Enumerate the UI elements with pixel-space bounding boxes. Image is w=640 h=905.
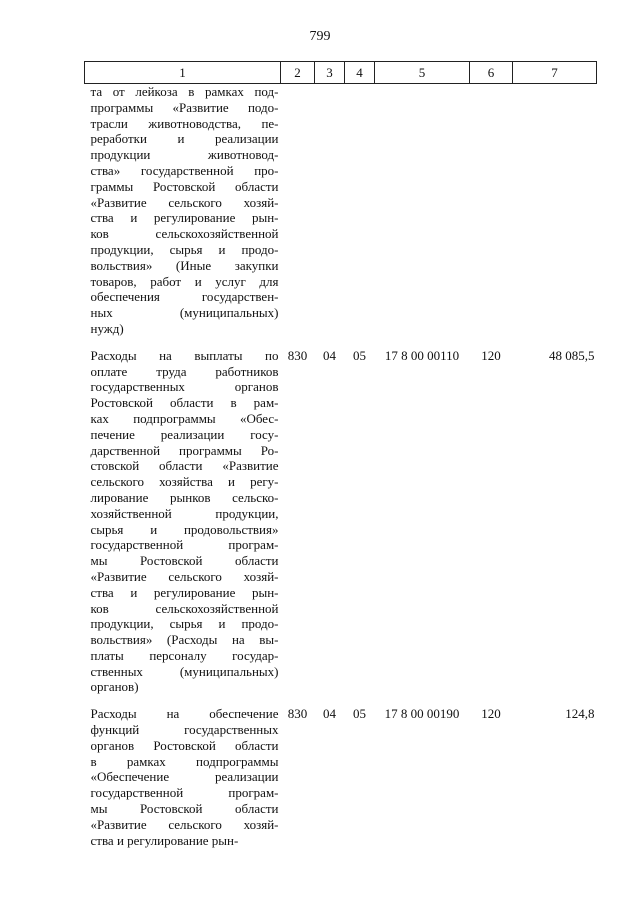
description-line: вольствия» (Расходы на вы-	[90, 632, 279, 648]
cell-section	[315, 84, 345, 337]
description-line: органов)	[90, 679, 139, 695]
cell-ministry: 830	[287, 347, 308, 363]
column-header-ministry: 2	[281, 62, 315, 84]
cell-amount: 48 085,5	[549, 347, 595, 363]
description-line: государственной програм-	[90, 537, 279, 553]
table-row	[85, 695, 597, 848]
description-line: государственных органов	[90, 379, 279, 395]
description-line: органов Ростовской области	[90, 737, 279, 753]
description-line: лирование рынков сельско-	[90, 489, 279, 505]
column-header-description: 1	[85, 62, 281, 84]
description-line: ных (муниципальных)	[90, 305, 279, 321]
description-line: товаров, работ и услуг для	[90, 273, 279, 289]
description-line: ства и регулирование рын-	[90, 584, 279, 600]
cell-target: 17 8 00 00110	[384, 347, 460, 363]
description-line: сельского хозяйства и регу-	[90, 474, 279, 490]
description-line: в рамках подпрограммы	[90, 753, 279, 769]
cell-subsection: 05	[353, 347, 366, 363]
description-line: «Обеспечение реализации	[90, 769, 279, 785]
description-line: продукции, сырья и продо-	[90, 616, 279, 632]
cell-target	[375, 84, 470, 337]
page-number: 799	[309, 29, 331, 44]
description-line: трасли животноводства, пе-	[90, 115, 279, 131]
description-line: дарственной программы Ро-	[90, 442, 279, 458]
description-line: стовской области «Развитие	[90, 458, 279, 474]
cell-section: 04	[323, 347, 336, 363]
description-line: продукции животновод-	[90, 147, 279, 163]
table-row	[85, 84, 597, 337]
description-line: обеспечения государствен-	[90, 289, 279, 305]
description-line: программы «Развитие подо-	[90, 99, 279, 115]
cell-amount	[513, 84, 597, 337]
description-line: хозяйственной продукции,	[90, 505, 279, 521]
description-line: ков сельскохозяйственной	[90, 226, 279, 242]
description-line: сырья и продовольствия»	[90, 521, 279, 537]
description-line: вольствия» (Иные закупки	[90, 257, 279, 273]
description-line: граммы Ростовской области	[90, 178, 279, 194]
cell-ministry	[281, 84, 315, 337]
description-line: мы Ростовской области	[90, 553, 279, 569]
description-line: оплате труда работников	[90, 363, 279, 379]
description-line: ства и регулирование рын-	[90, 832, 239, 848]
cell-subsection: 05	[353, 706, 366, 722]
cell-description	[85, 84, 281, 337]
description-line: Ростовской области в рам-	[90, 395, 279, 411]
column-header-expense-type: 6	[470, 62, 513, 84]
cell-subsection	[345, 84, 375, 337]
description-line: платы персоналу государ-	[90, 647, 279, 663]
cell-description	[85, 695, 281, 848]
cell-section: 04	[323, 706, 336, 722]
column-header-subsection: 4	[345, 62, 375, 84]
description-line: государственной програм-	[90, 785, 279, 801]
cell-target: 17 8 00 00190	[384, 706, 460, 722]
description-line: «Развитие сельского хозяй-	[90, 568, 279, 584]
description-line: функций государственных	[90, 722, 279, 738]
description-line: печение реализации госу-	[90, 426, 279, 442]
description-line: мы Ростовской области	[90, 801, 279, 817]
description-line: «Развитие сельского хозяй-	[90, 194, 279, 210]
description-line: ков сельскохозяйственной	[90, 600, 279, 616]
column-header-amount: 7	[513, 62, 597, 84]
description-line: реработки и реализации	[90, 131, 279, 147]
description-line: та от лейкоза в рамках под-	[90, 84, 279, 99]
description-line: ства» государственной про-	[90, 162, 279, 178]
column-header-target: 5	[375, 62, 470, 84]
cell-ministry: 830	[287, 706, 308, 722]
description-line: Расходы на обеспечение	[90, 706, 279, 722]
cell-expense-type	[470, 84, 513, 337]
description-line: нужд)	[90, 320, 124, 336]
description-line: продукции, сырья и продо-	[90, 241, 279, 257]
column-header-section: 3	[315, 62, 345, 84]
description-line: «Развитие сельского хозяй-	[90, 816, 279, 832]
cell-expense-type: 120	[481, 706, 501, 722]
table-header-row	[85, 62, 597, 84]
table-row	[85, 337, 597, 696]
description-line: ства и регулирование рын-	[90, 210, 279, 226]
description-line: ственных (муниципальных)	[90, 663, 279, 679]
description-line: Расходы на выплаты по	[90, 347, 279, 363]
budget-table	[84, 61, 597, 848]
cell-expense-type: 120	[481, 347, 501, 363]
cell-amount: 124,8	[565, 706, 595, 722]
description-line: ках подпрограммы «Обес-	[90, 410, 279, 426]
cell-description	[85, 337, 281, 696]
